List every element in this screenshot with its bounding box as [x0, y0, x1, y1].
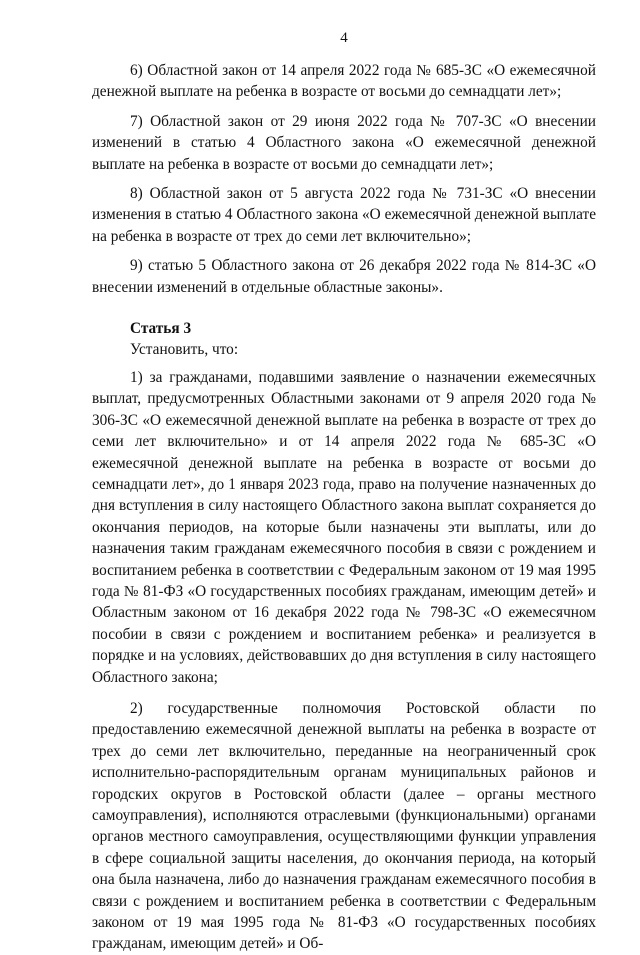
- page-number: 4: [340, 30, 348, 46]
- paragraph-item-9: 9) статью 5 Областного закона от 26 декабря 2022 года № 814-ЗС «О внесении изменений в отдельные областные законы».: [92, 257, 596, 296]
- article-3-item-1: 1) за гражданами, подавшими заявление о назначении ежемесячных выплат, предусмотренных Областными законами от 9 апреля 2020 года № 306-ЗС «О ежемесячной денежной выплате на ребенка в возрасте от трех до семи лет включительно» и от 14 апреля 2022 года № 685-ЗС «О ежемесячной денежной выплате на ребенка в возрасте от восьми до семнадцати лет», до 1 января 2023 года, право на получение назначенных до дня вступления в силу настоящего Областного закона выплат сохраняется до окончания периодов, на которые были назначены эти выплаты, или до назначения таким гражданам ежемесячного пособия в связи с рождением и воспитанием ребенка в соответствии с Федеральным законом от 19 мая 1995 года № 81-ФЗ «О государственных пособиях гражданам, имеющим детей» и Областным законом от 16 декабря 2022 года № 798-ЗС «О ежемесячном пособии в связи с рождением и воспитанием ребенка» и реализуется в порядке и на условиях, действовавших до дня вступления в силу настоящего Областного закона;: [92, 368, 596, 686]
- article-3-heading: Статья 3: [130, 320, 192, 338]
- paragraph-item-6: 6) Областной закон от 14 апреля 2022 года № 685-ЗС «О ежемесячной денежной выплате на ребенка в возрасте от восьми до семнадцати лет»;: [92, 62, 596, 101]
- document-body: [92, 60, 596, 955]
- article-3-item-2: 2) государственные полномочия Ростовской области по предоставлению ежемесячной денежной выплаты на ребенка в возрасте от трех до семи лет включительно, переданные на неограниченный срок исполнительно-распорядительным органам муниципальных районов и городских округов в Ростовской области (далее – органы местного самоуправления), исполняются отраслевыми (функциональными) органами органов местного самоуправления, осуществляющими функции управления в сфере социальной защиты населения, до окончания периода, на который она была назначена, либо до назначения гражданам ежемесячного пособия в связи с рождением и воспитанием ребенка в соответствии с Федеральным законом от 19 мая 1995 года № 81-ФЗ «О государственных пособиях гражданам, имеющим детей» и Об-: [92, 699, 596, 953]
- paragraph-item-8: 8) Областной закон от 5 августа 2022 года № 731-ЗС «О внесении изменения в статью 4 Областного закона «О ежемесячной денежной выплате на ребенка в возрасте от трех до семи лет включительно»;: [92, 185, 596, 245]
- paragraph-item-7: 7) Областной закон от 29 июня 2022 года № 707-ЗС «О внесении изменений в статью 4 Областного закона «О ежемесячной денежной выплате на ребенка в возрасте от восьми до семнадцати лет»;: [92, 112, 596, 173]
- article-3-intro: Установить, что:: [130, 341, 239, 359]
